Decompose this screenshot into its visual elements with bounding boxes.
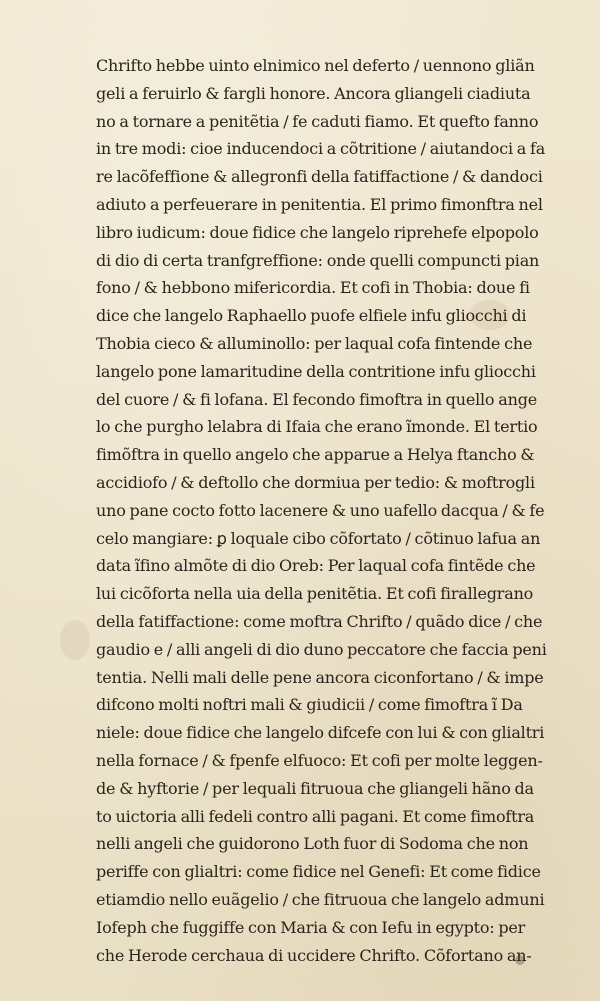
text-line: difcono molti noftri mali & giudicii / come fimoftra ĩ Da — [96, 695, 523, 715]
text-line: no a tornare a penitẽtia / fe caduti fiamo. Et quefto fanno — [96, 111, 539, 131]
text-line: fimõftra in quello angelo che apparue a Helya ftancho & — [96, 445, 535, 465]
text-line: nelli angeli che guidorono Loth fuor di Sodoma che non — [96, 834, 529, 854]
text-line: niele: doue fidice che langelo difcefe con lui & con glialtri — [96, 723, 545, 743]
text-line: Iofeph che fuggiffe con Maria & con Iefu in egypto: per — [96, 917, 526, 937]
text-line: gaudio e / alli angeli di dio duno peccatore che faccia peni — [96, 639, 547, 659]
text-line: uno pane cocto fotto lacenere & uno uafello dacqua / & fe — [96, 500, 545, 520]
text-column — [96, 52, 556, 969]
text-line: libro iudicum: doue fidice che langelo riprehefe elpopolo — [96, 222, 539, 242]
text-line: della fatiffactione: come moftra Chrifto / quãdo dice / che — [96, 611, 543, 631]
text-line: Thobia cieco & alluminollo: per laqual cofa fintende che — [96, 333, 533, 353]
text-line: de & hyftorie / per lequali fitruoua che gliangeli hãno da — [96, 778, 534, 798]
text-line: tentia. Nelli mali delle pene ancora ciconfortano / & impe — [96, 667, 544, 687]
text-line: lui cicõforta nella uia della penitẽtia. Et cofi firallegrano — [96, 584, 534, 604]
text-line: Chrifto hebbe uinto elnimico nel deferto / uennono gliãn — [96, 56, 535, 75]
text-line: periffe con glialtri: come fidice nel Genefi: Et come fidice — [96, 862, 541, 882]
text-line: che Herode cerchaua di uccidere Chrifto. Cõfortano an- — [96, 945, 532, 965]
text-line: re lacõfeffione & allegronfi della fatiffactione / & dandoci — [96, 167, 543, 187]
text-line: to uictoria alli fedeli contro alli pagani. Et come fimoftra — [96, 806, 535, 826]
text-line: accidiofo / & deftollo che dormiua per tedio: & moftrogli — [96, 472, 535, 492]
text-line: dice che langelo Raphaello puofe elfiele infu gliocchi di — [96, 306, 527, 326]
text-line: celo mangiare: ꝑ loquale cibo cõfortato / cõtinuo lafua an — [96, 528, 541, 548]
text-line: del cuore / & fi lofana. El fecondo fimoftra in quello ange — [96, 389, 538, 409]
text-line: fono / & hebbono mifericordia. Et cofi in Thobia: doue fi — [96, 278, 530, 298]
paper-stain — [60, 620, 90, 660]
text-line: lo che purgho lelabra di Ifaia che erano ĩmonde. El tertio — [96, 417, 538, 437]
text-line: nella fornace / & fpenfe elfuoco: Et cofi per molte leggen- — [96, 750, 543, 770]
text-line: in tre modi: cioe inducendoci a cõtritione / aiutandoci a fa — [96, 139, 546, 159]
text-line: adiuto a perfeuerare in penitentia. El primo fimonftra nel — [96, 194, 543, 214]
text-line: langelo pone lamaritudine della contritione infu gliocchi — [96, 361, 536, 381]
text-line: geli a feruirlo & fargli honore. Ancora gliangeli ciadiuta — [96, 83, 531, 103]
text-line: data ĩfino almõte di dio Oreb: Per laqual cofa fintẽde che — [96, 556, 536, 576]
text-line: etiamdio nello euãgelio / che fitruoua che langelo admuni — [96, 889, 545, 909]
text-line: di dio di certa tranfgreffione: onde quelli compuncti pian — [96, 250, 540, 270]
